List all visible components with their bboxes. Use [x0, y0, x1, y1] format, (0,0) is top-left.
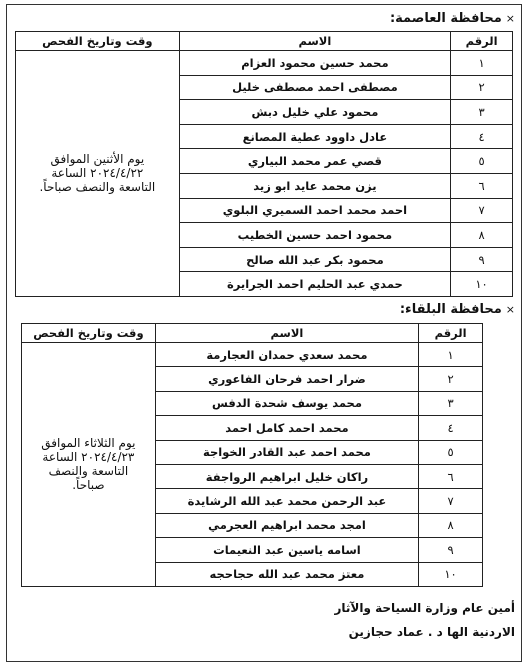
row-number: ٤: [419, 416, 483, 440]
row-number: ٩: [419, 538, 483, 562]
exam-date-line: صباحاً.: [72, 478, 105, 493]
section-title-balqa: [400, 302, 515, 317]
row-number: ٤: [451, 124, 513, 149]
row-name: محمد احمد كامل احمد: [155, 416, 418, 440]
row-name: قصي عمر محمد البياري: [179, 149, 450, 174]
row-name: محمود علي خليل دبش: [179, 100, 450, 125]
exam-date-line: يوم الأثنين الموافق: [50, 152, 145, 167]
section-title-text: محافظة البلقاء:: [399, 302, 502, 317]
row-number: ١: [419, 343, 483, 367]
row-number: ٣: [451, 100, 513, 125]
row-number: ١٠: [451, 272, 513, 297]
header-name: الاسم: [179, 32, 450, 51]
row-name: محمود بكر عبد الله صالح: [179, 247, 450, 272]
bullet-mark: ×: [505, 12, 515, 25]
row-number: ٦: [451, 173, 513, 198]
table-row: [22, 343, 483, 367]
row-name: عادل داوود عطية المصانع: [179, 124, 450, 149]
exam-date-time: [22, 343, 156, 587]
row-name: يزن محمد عايد ابو زيد: [179, 173, 450, 198]
row-name: مصطفى احمد مصطفى خليل: [179, 75, 450, 100]
row-number: ٥: [419, 440, 483, 464]
row-number: ٧: [451, 198, 513, 223]
section-title-text: محافظة العاصمة:: [389, 11, 502, 26]
row-number: ١٠: [419, 562, 483, 586]
row-name: اسامه ياسين عبد النعيمات: [155, 538, 418, 562]
row-number: ٨: [451, 223, 513, 248]
row-number: ٦: [419, 464, 483, 488]
announcement-page: [6, 4, 522, 662]
table-header-row: [22, 324, 483, 343]
header-when: وقت وتاريخ الفحص: [22, 324, 156, 343]
row-name: محمد سعدي حمدان العجارمة: [155, 343, 418, 367]
table-header-row: [16, 32, 513, 51]
row-number: ٧: [419, 489, 483, 513]
exam-date-line: ٢٠٢٤/٤/٢٢ الساعة: [51, 166, 144, 181]
row-name: امجد محمد ابراهيم العجرمي: [155, 513, 418, 537]
row-name: معتز محمد عبد الله حجاحجه: [155, 562, 418, 586]
row-number: ٢: [451, 75, 513, 100]
exam-date-line: التاسعة والنصف: [48, 464, 129, 479]
row-name: محمد يوسف شحدة الدفس: [155, 391, 418, 415]
row-number: ٥: [451, 149, 513, 174]
footer-line-2: الاردنية الها د . عماد حجازين: [348, 625, 515, 639]
row-name: محمود احمد حسين الخطيب: [179, 223, 450, 248]
table-row: [16, 51, 513, 76]
header-num: الرقم: [451, 32, 513, 51]
exam-date-line: التاسعة والنصف صباحاً.: [39, 180, 156, 195]
exam-date-line: يوم الثلاثاء الموافق: [41, 436, 136, 451]
row-number: ١: [451, 51, 513, 76]
row-number: ٨: [419, 513, 483, 537]
capital-table: [15, 31, 513, 297]
balqa-table: [21, 323, 483, 587]
row-name: محمد حسين محمود العزام: [179, 51, 450, 76]
exam-date-line: ٢٠٢٤/٤/٢٣ الساعة: [42, 450, 135, 465]
row-name: ضرار احمد فرحان الفاعوري: [155, 367, 418, 391]
row-number: ٩: [451, 247, 513, 272]
row-number: ٢: [419, 367, 483, 391]
header-name: الاسم: [155, 324, 418, 343]
row-name: حمدي عبد الحليم احمد الجرايرة: [179, 272, 450, 297]
row-name: راكان خليل ابراهيم الرواجفة: [155, 464, 418, 488]
row-name: عبد الرحمن محمد عبد الله الرشايدة: [155, 489, 418, 513]
section-title-capital: [390, 11, 515, 26]
row-number: ٣: [419, 391, 483, 415]
footer-line-1: أمين عام وزارة السياحة والآثار: [334, 601, 515, 615]
bullet-mark: ×: [505, 303, 515, 316]
header-when: وقت وتاريخ الفحص: [16, 32, 180, 51]
header-num: الرقم: [419, 324, 483, 343]
exam-date-time: [16, 51, 180, 297]
row-name: احمد محمد احمد السميري البلوي: [179, 198, 450, 223]
row-name: محمد احمد عبد القادر الخواجة: [155, 440, 418, 464]
